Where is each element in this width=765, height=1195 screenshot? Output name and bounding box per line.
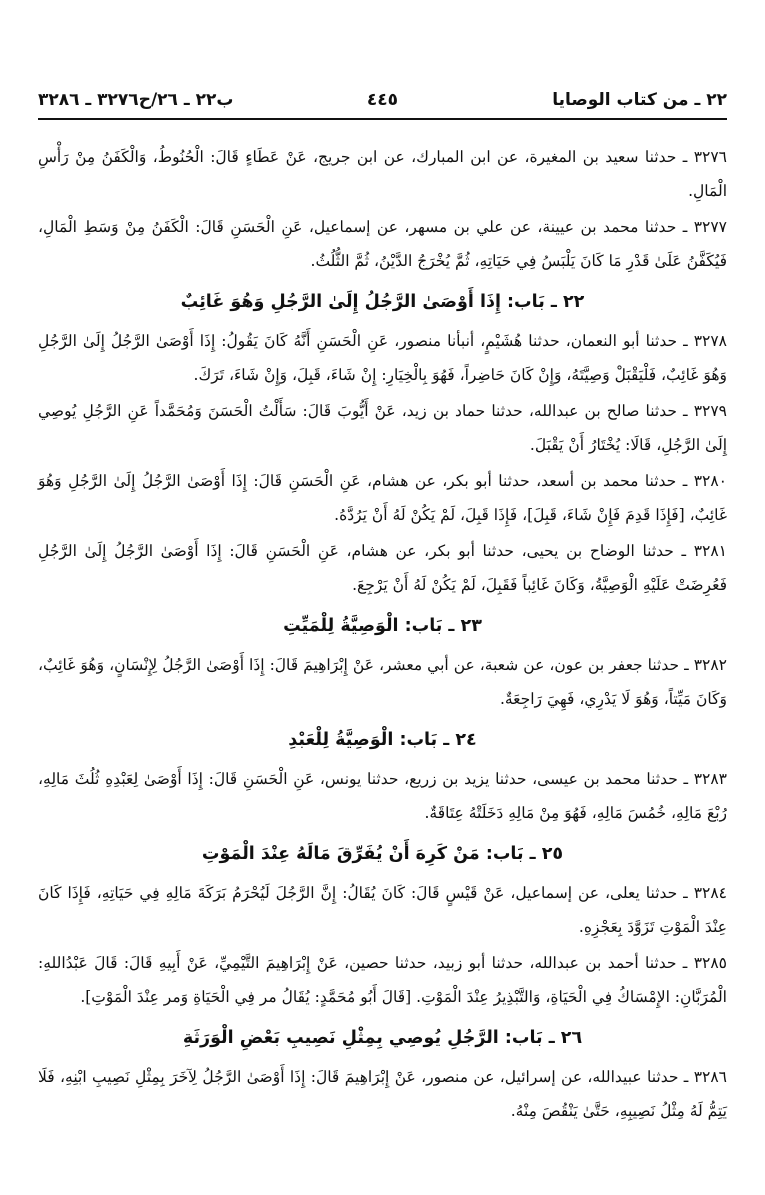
hadith-3281: ٣٢٨١ ـ حدثنا الوضاح بن يحيى، حدثنا أبو بكر، عن هشام، عَنِ الْحَسَنِ قَالَ: إِذَا أَوْصَىٰ الرَّجُلُ إِلَىٰ الرَّجُلِ فَعُرِضَتْ عَلَيْهِ الْوَصِيَّةُ، وَكَانَ غَائِباً فَقَبِلَ، لَمْ يَكُنْ لَهُ أَنْ يَرْجِعَ. <box>38 542 727 594</box>
hadith-3284: ٣٢٨٤ ـ حدثنا يعلى، عن إسماعيل، عَنْ قَيْسٍ قَالَ: كَانَ يُقَالُ: إِنَّ الرَّجُلَ لَيُحْرَمُ بَرَكَةَ مَالِهِ فِي حَيَاتِهِ، فَإِذَا كَانَ عِنْدَ الْمَوْتِ تَزَوَّدَ بِعَجْزِهِ. <box>38 884 727 936</box>
hadith-3280: ٣٢٨٠ ـ حدثنا محمد بن أسعد، حدثنا أبو بكر، عن هشام، عَنِ الْحَسَنِ قَالَ: إِذَا أَوْصَىٰ الرَّجُلُ إِلَىٰ الرَّجُلِ وَهُوَ غَائِبٌ، [فَإِذَا قَدِمَ فَإِنْ شَاءَ، قَبِلَ]، فَإِذَا قَبِلَ، لَمْ يَكُنْ لَهُ أَنْ يَرُدَّهُ. <box>38 472 727 524</box>
hadith-3276: ٣٢٧٦ ـ حدثنا سعيد بن المغيرة، عن ابن المبارك، عن ابن جريج، عَنْ عَطَاءٍ قَالَ: الْحُنُوطُ، وَالْكَفَنُ مِنْ رَأْسِ الْمَالِ. <box>38 148 727 200</box>
hadith-3278: ٣٢٧٨ ـ حدثنا أبو النعمان، حدثنا هُشَيْمٍ، أنبأنا منصور، عَنِ الْحَسَنِ أَنَّهُ كَانَ يَقُولُ: إِذَا أَوْصَىٰ الرَّجُلُ إِلَىٰ الرَّجُلِ وَهُوَ غَائِبٌ، فَلْيَقْبَلْ وَصِيَّتَهُ، وَإِنْ كَانَ حَاضِراً، فَهُوَ بِالْخِيَارِ: إِنْ شَاءَ، قَبِلَ، وَإِنْ شَاءَ، تَرَكَ. <box>38 332 727 384</box>
chapter-26-heading: ٢٦ ـ بَاب: الرَّجُلِ يُوصِي بِمِثْلِ نَصِيبِ بَعْضِ الْوَرَثَةِ <box>182 1028 583 1048</box>
page-number: ٤٤٥ <box>366 90 399 110</box>
chapter-24-heading: ٢٤ ـ بَاب: الْوَصِيَّةُ لِلْعَبْدِ <box>288 730 477 750</box>
hadith-3283: ٣٢٨٣ ـ حدثنا محمد بن عيسى، حدثنا يزيد بن زريع، حدثنا يونس، عَنِ الْحَسَنِ قَالَ: إِذَا أَوْصَىٰ لِعَبْدِهِ ثُلُثَ مَالِهِ، رُبْعَ مَالِهِ، خُمُسَ مَالِهِ، فَهُوَ مِنْ مَالِهِ دَخَلَتْهُ عِتَاقَةٌ. <box>38 770 727 822</box>
hadith-3282: ٣٢٨٢ ـ حدثنا جعفر بن عون، عن شعبة، عن أبي معشر، عَنْ إِبْرَاهِيمَ قَالَ: إِذَا أَوْصَىٰ الرَّجُلُ لِإِنْسَانٍ، وَهُوَ غَائِبٌ، وَكَانَ مَيِّتاً، وَهُوَ لَا يَدْرِي، فَهِيَ رَاجِعَةٌ. <box>38 656 727 708</box>
hadith-3285: ٣٢٨٥ ـ حدثنا أحمد بن عبدالله، حدثنا أبو زبيد، حدثنا حصين، عَنْ إِبْرَاهِيمَ التَّيْمِيِّ، عَنْ أَبِيهِ قَالَ: قَالَ عَبْدُاللهِ: الْمُرَبَّانِ: الإِمْسَاكُ فِي الْحَيَاةِ، وَالتَّبْذِيرُ عِنْدَ الْمَوْتِ. [قَالَ أَبُو مُحَمَّدٍ: يُقَالُ مر فِي الْحَيَاةِ وَمر عِنْدَ الْمَوْتِ]. <box>38 954 727 1006</box>
section-range: ب٢٢ ـ ٢٦/ح٣٢٧٦ ـ ٣٢٨٦ <box>38 90 234 110</box>
hadith-3279: ٣٢٧٩ ـ حدثنا صالح بن عبدالله، حدثنا حماد بن زيد، عَنْ أَيُّوبَ قَالَ: سَأَلْتُ الْحَسَنَ وَمُحَمَّداً عَنِ الرَّجُلِ يُوصِي إِلَىٰ الرَّجُلِ، قَالَا: يُخْتَارُ أَنْ يَقْبَلَ. <box>38 402 727 454</box>
running-head <box>38 88 727 120</box>
hadith-3277: ٣٢٧٧ ـ حدثنا محمد بن عيينة، عن علي بن مسهر، عن إسماعيل، عَنِ الْحَسَنِ قَالَ: الْكَفَنُ مِنْ وَسَطِ الْمَالِ، فَيُكَفَّنُ عَلَىٰ قَدْرِ مَا كَانَ يَلْبَسُ فِي حَيَاتِهِ، ثُمَّ يُخْرَجُ الدَّيْنُ، ثُمَّ الثُّلُثُ. <box>38 218 727 270</box>
chapter-25-heading: ٢٥ ـ بَاب: مَنْ كَرِهَ أَنْ يُفَرِّقَ مَالَهُ عِنْدَ الْمَوْتِ <box>201 844 564 864</box>
page-body <box>38 140 727 1130</box>
hadith-3286: ٣٢٨٦ ـ حدثنا عبيدالله، عن إسرائيل، عن منصور، عَنْ إِبْرَاهِيمَ قَالَ: إِذَا أَوْصَىٰ الرَّجُلُ لِآخَرَ بِمِثْلِ نَصِيبِ ابْنِهِ، فَلَا يَتِمُّ لَهُ مِثْلُ نَصِيبِهِ، حَتَّىٰ يَنْقُصَ مِنْهُ. <box>38 1068 727 1120</box>
chapter-22-heading: ٢٢ ـ بَاب: إِذَا أَوْصَىٰ الرَّجُلُ إِلَىٰ الرَّجُلِ وَهُوَ غَائِبٌ <box>180 292 585 312</box>
chapter-running-title: ٢٢ ـ من كتاب الوصايا <box>552 90 727 110</box>
chapter-23-heading: ٢٣ ـ بَاب: الْوَصِيَّةُ لِلْمَيِّتِ <box>283 616 482 636</box>
